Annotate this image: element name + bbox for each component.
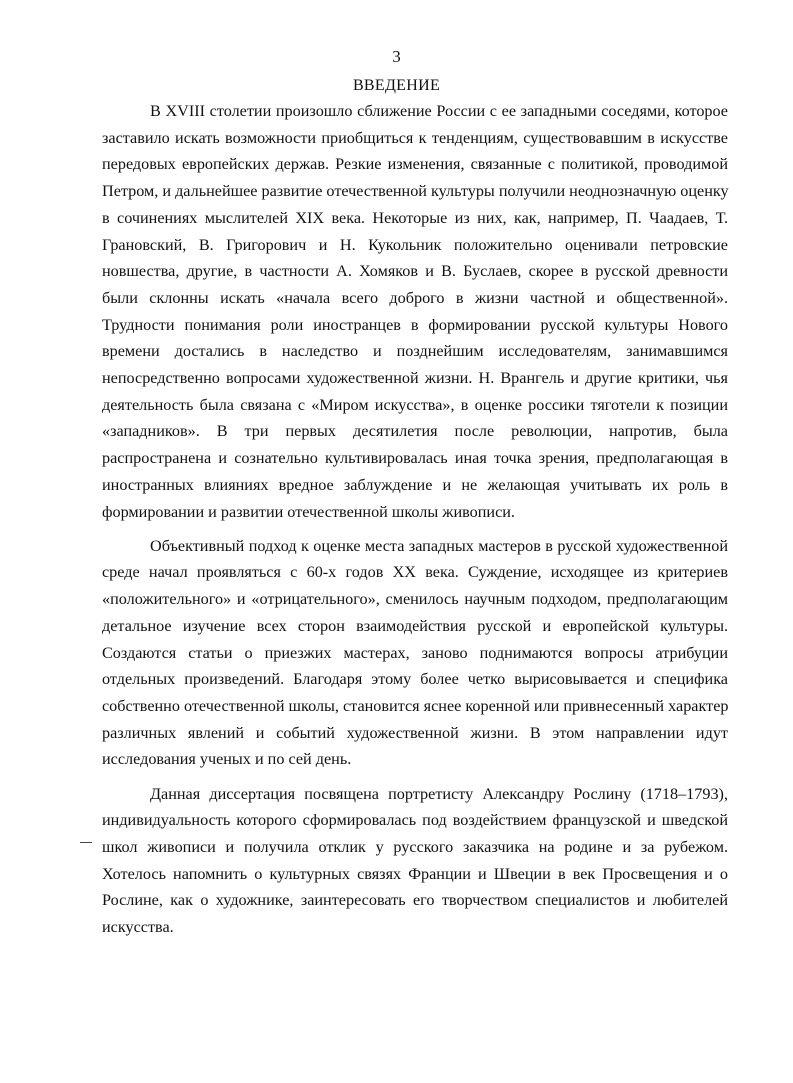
text-line: Грановский, В. Григорович и Н. Кукольник положительно оценивали петровские [102, 235, 728, 254]
text-line: среде начал проявляться с 60-х годов XX века. Суждение, исходящее из критериев [102, 563, 728, 582]
text-line: детальное изучение всех сторон взаимодействия русской и европейской культуры. [102, 616, 728, 635]
text-line: распространена и сознательно культивировалась иная точка зрения, предполагающая в [102, 449, 728, 468]
text-line: в сочинениях мыслителей XIX века. Некоторые из них, как, например, П. Чаадаев, Т. [102, 208, 728, 227]
text-line: Петром, и дальнейшее развитие отечественной культуры получили неоднозначную оценку [102, 182, 729, 201]
text-line: В XVIII столетии произошло сближение России с ее западными соседями, которое [150, 102, 728, 120]
text-line: времени достались в наследство и позднейшим исследователям, занимавшимся [102, 342, 728, 361]
paragraph-2 [102, 533, 728, 773]
text-line: заставило искать возможности приобщиться к тенденциям, существовавшим в искусстве [102, 128, 728, 147]
text-line: Данная диссертация посвящена портретисту Александру Рослину (1718–1793), [150, 784, 728, 803]
text-line: Рослине, как о художнике, заинтересовать его творчеством специалистов и любителей [102, 891, 728, 910]
text-line: исследования ученых и по сей день. [102, 750, 352, 769]
text-line: искусства. [102, 918, 174, 937]
text-line: передовых европейских держав. Резкие изменения, связанные с политикой, проводимой [102, 155, 728, 174]
section-heading: ВВЕДЕНИЕ [352, 77, 441, 94]
margin-mark [80, 842, 92, 843]
text-line: отдельных произведений. Благодаря этому более четко вырисовывается и специфика [102, 670, 728, 689]
text-line: деятельность была связана с «Миром искусства», в оценке россики тяготели к позиции [102, 395, 728, 414]
text-line: иностранных влияниях вредное заблуждение и не желающая учитывать их роль в [102, 475, 728, 494]
text-line: школ живописи и получила отклик у русского заказчика на родине и за рубежом. [102, 837, 728, 856]
paragraph-3 [102, 781, 728, 941]
text-line: Создаются статьи о приезжих мастерах, заново поднимаются вопросы атрибуции [102, 643, 728, 662]
text-line: собственно отечественной школы, становится яснее коренной или привнесенный характер [102, 696, 729, 715]
text-line: различных явлений и событий художественной жизни. В этом направлении идут [102, 723, 728, 742]
text-line: «западников». В три первых десятилетия после революции, напротив, была [102, 422, 728, 441]
text-line: «положительного» и «отрицательного», сменилось научным подходом, предполагающим [102, 590, 728, 609]
text-line: индивидуальность которого сформировалась под воздействием французской и шведской [102, 811, 728, 830]
text-line: непосредственно вопросами художественной жизни. Н. Врангель и другие критики, чья [102, 369, 728, 388]
paragraph-1 [102, 98, 728, 525]
text-line: были склонны искать «начала всего доброго в жизни частной и общественной». [102, 288, 728, 307]
text-line: формировании и развитии отечественной школы живописи. [102, 502, 515, 521]
page-number: 3 [392, 47, 401, 66]
body-text [102, 98, 728, 941]
text-line: Трудности понимания роли иностранцев в формировании русской культуры Нового [102, 315, 728, 334]
text-line: Хотелось напомнить о культурных связях Франции и Швеции в век Просвещения и о [102, 864, 728, 883]
text-line: новшества, другие, в частности А. Хомяков и В. Буслаев, скорее в русской древности [102, 262, 728, 281]
text-line: Объективный подход к оценке места западных мастеров в русской художественной [150, 536, 728, 555]
